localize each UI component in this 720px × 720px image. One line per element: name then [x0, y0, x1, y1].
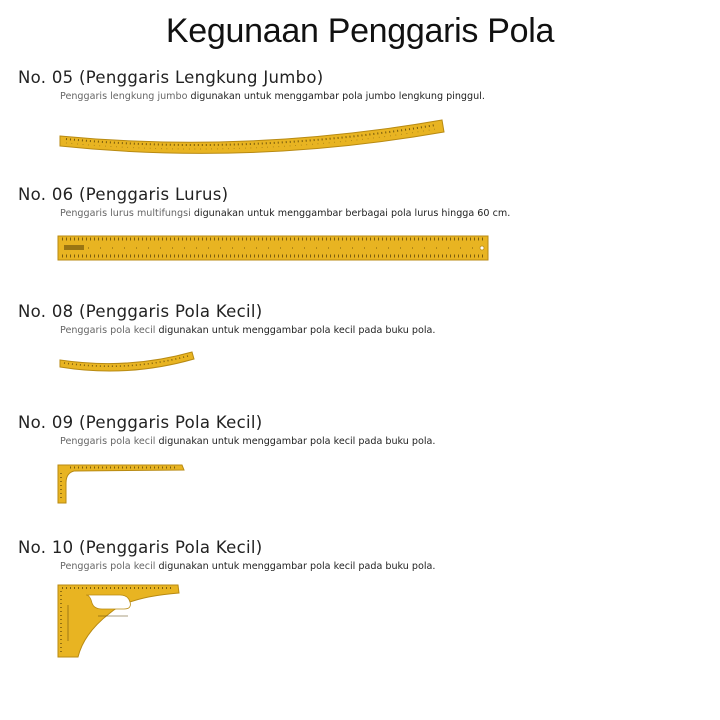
item-heading: No. 08 (Penggaris Pola Kecil) [18, 302, 263, 321]
item-description [60, 325, 708, 336]
desc-lead: Penggaris lurus multifungsi [60, 208, 191, 219]
french-curve-ruler-icon [58, 583, 182, 659]
desc-rest: digunakan untuk menggambar pola kecil pada buku pola. [155, 436, 436, 447]
desc-rest: digunakan untuk menggambar pola jumbo lengkung pinggul. [187, 91, 485, 102]
desc-lead: Penggaris pola kecil [60, 561, 156, 572]
desc-lead: Penggaris pola kecil [60, 436, 156, 447]
small-curved-ruler-icon [58, 350, 196, 372]
item-heading: No. 05 (Penggaris Lengkung Jumbo) [18, 68, 324, 87]
item-description [60, 91, 708, 102]
item-heading: No. 06 (Penggaris Lurus) [18, 185, 229, 204]
item-05 [18, 68, 708, 102]
item-description [60, 561, 708, 572]
desc-rest: digunakan untuk menggambar berbagai pola lurus hingga 60 cm. [190, 208, 511, 219]
item-09 [18, 413, 708, 447]
item-description [60, 436, 708, 447]
item-heading: No. 09 (Penggaris Pola Kecil) [18, 413, 263, 432]
item-heading: No. 10 (Penggaris Pola Kecil) [18, 538, 263, 557]
curved-jumbo-ruler-icon [58, 118, 448, 158]
item-10 [18, 538, 708, 572]
desc-rest: digunakan untuk menggambar pola kecil pada buku pola. [155, 561, 436, 572]
straight-ruler-icon [58, 236, 490, 262]
desc-lead: Penggaris pola kecil [60, 325, 156, 336]
item-08 [18, 302, 708, 336]
desc-lead: Penggaris lengkung jumbo [60, 91, 188, 102]
desc-rest: digunakan untuk menggambar pola kecil pada buku pola. [155, 325, 436, 336]
item-06 [18, 185, 708, 219]
item-description [60, 208, 708, 219]
page-title: Kegunaan Penggaris Pola [165, 12, 555, 50]
l-square-ruler-icon [58, 463, 188, 505]
